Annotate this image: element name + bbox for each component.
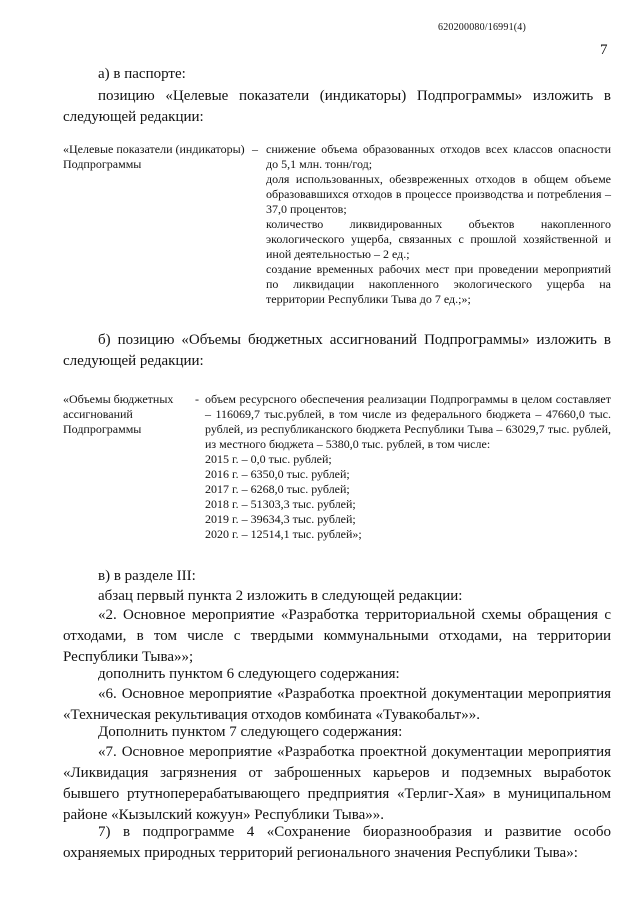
paragraph-7: 7) в подпрограмме 4 «Сохранение биоразнообразия и развитие особо охраняемых природных территорий регионального значения Республики Тыва»: — [63, 824, 611, 861]
paragraph-v-5: Дополнить пунктом 7 следующего содержания: — [98, 724, 403, 740]
paragraph-v-2: «2. Основное мероприятие «Разработка территориальной схемы обращения с отходами, в том числе с твердыми коммунальными отходами, на территории Республики Тыва»»; — [63, 607, 611, 665]
paragraph-b: б) позицию «Объемы бюджетных ассигнований Подпрограммы» изложить в следующей редакции: — [63, 332, 611, 369]
table2-content — [205, 392, 611, 542]
paragraph-v-6: «7. Основное мероприятие «Разработка проектной документации мероприятия «Ликвидация загрязнения от заброшенных карьеров и подземных выработок бывшего ртутноперерабатывающего предприятия «Терлиг-Хая» в муниципальном районе «Кызылский кожуун» Республики Тыва»». — [63, 744, 611, 823]
paragraph-a-position: позицию «Целевые показатели (индикаторы) Подпрограммы» изложить в следующей редакции: — [63, 88, 611, 125]
table1-item: создание временных рабочих мест при проведении мероприятий по ликвидации накопленного экологического ущерба на территории Республики Тыва до 7 ед.;»; — [266, 262, 611, 306]
table1-item: количество ликвидированных объектов накопленного экологического ущерба, связанных с прошлой хозяйственной и иной деятельностью – 2 ед.; — [266, 217, 611, 261]
document-id: 620200080/16991(4) — [438, 22, 527, 33]
table2-year: 2020 г. – 12514,1 тыс. рублей»; — [205, 527, 362, 541]
table2-year: 2019 г. – 39634,3 тыс. рублей; — [205, 512, 356, 526]
table1-item: снижение объема образованных отходов всех классов опасности до 5,1 млн. тонн/год; — [266, 142, 611, 171]
table2-year: 2015 г. – 0,0 тыс. рублей; — [205, 452, 332, 466]
paragraph-a: а) в паспорте: — [98, 66, 186, 82]
table1-label: «Целевые показатели (индикаторы) Подпрограммы — [63, 142, 245, 171]
paragraph-v-3: дополнить пунктом 6 следующего содержания: — [98, 666, 400, 682]
table2-dash: - — [195, 392, 199, 406]
table1-dash: – — [252, 142, 258, 156]
table2-year: 2016 г. – 6350,0 тыс. рублей; — [205, 467, 350, 481]
table1-content — [266, 142, 611, 307]
page-number: 7 — [600, 42, 608, 58]
paragraph-v: в) в разделе III: — [98, 568, 196, 584]
paragraph-v-1: абзац первый пункта 2 изложить в следующей редакции: — [98, 588, 463, 604]
table1-item: доля использованных, обезвреженных отходов в общем объеме образовавшихся отходов в процессе производства и потребления – 37,0 процентов; — [266, 172, 611, 216]
table2-year: 2018 г. – 51303,3 тыс. рублей; — [205, 497, 356, 511]
table2-year: 2017 г. – 6268,0 тыс. рублей; — [205, 482, 350, 496]
paragraph-v-4: «6. Основное мероприятие «Разработка проектной документации мероприятия «Техническая рекультивация отходов комбината «Тувакобальт»». — [63, 686, 611, 723]
table2-text: объем ресурсного обеспечения реализации Подпрограммы в целом составляет – 116069,7 тыс.рублей, в том числе из федерального бюджета – 47660,0 тыс. рублей, из республиканского бюджета Республики Тыва – 63029,7 тыс. рублей, из местного бюджета – 5380,0 тыс. рублей, в том числе: — [205, 392, 611, 451]
table2-label: «Объемы бюджетных ассигнований Подпрограммы — [63, 392, 174, 436]
